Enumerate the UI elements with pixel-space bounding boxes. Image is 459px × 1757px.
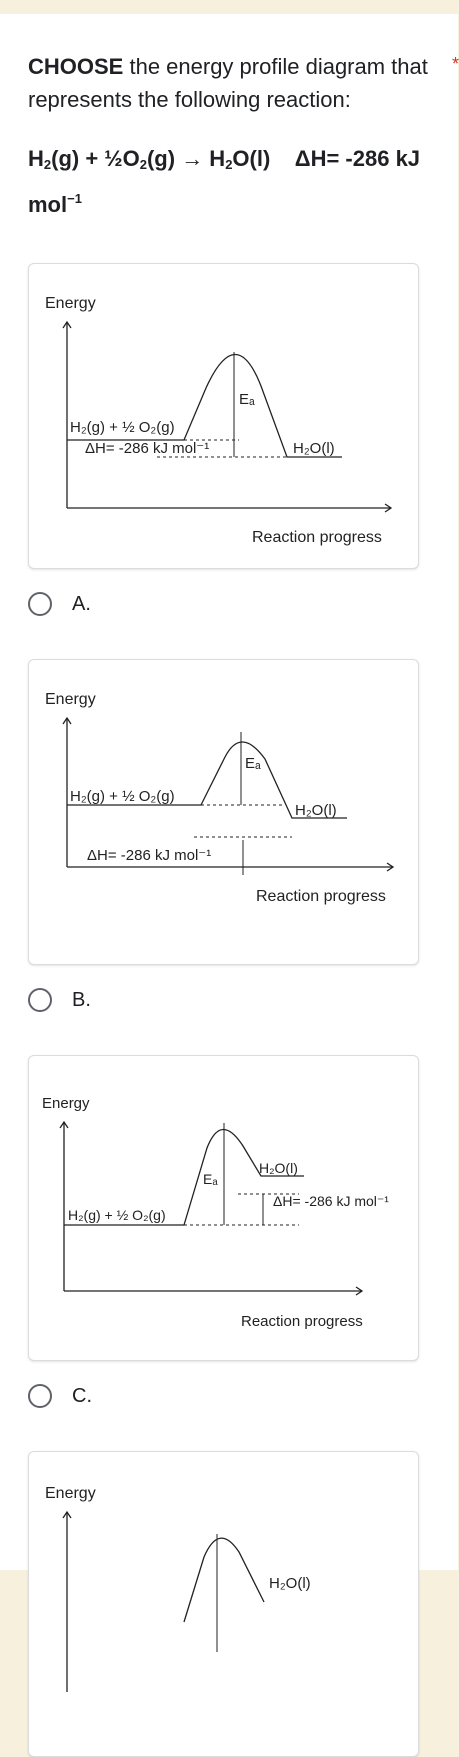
option-c[interactable]	[28, 1382, 92, 1410]
top-band	[0, 0, 458, 14]
progress-label: Reaction progress	[241, 1313, 363, 1330]
energy-label: Energy	[42, 1095, 90, 1112]
product-label: H₂O(l)	[269, 1575, 311, 1592]
diagram-card-c	[28, 1055, 419, 1361]
dh-label: ΔH= -286 kJ mol⁻¹	[273, 1193, 389, 1209]
diagram-card-d	[28, 1451, 419, 1757]
reactant-label: H₂(g) + ½ O₂(g)	[70, 419, 175, 436]
radio-unchecked-icon[interactable]	[28, 1384, 52, 1408]
ea-label: Eₐ	[239, 391, 255, 408]
energy-label: Energy	[45, 295, 96, 312]
energy-label: Energy	[45, 1485, 96, 1502]
diagram-card-b	[28, 659, 419, 965]
option-b[interactable]	[28, 986, 91, 1014]
option-a-label: A.	[72, 592, 91, 615]
option-b-label: B.	[72, 988, 91, 1011]
energy-label: Energy	[45, 691, 96, 708]
energy-curve	[184, 1538, 264, 1622]
required-mark: *	[452, 54, 459, 74]
radio-unchecked-icon[interactable]	[28, 592, 52, 616]
progress-label: Reaction progress	[256, 888, 386, 905]
reactant-label: H₂(g) + ½ O₂(g)	[70, 788, 175, 805]
reaction-formula: $H_2(g)$ + $\frac{1}{2}O_2(g) \to H_2O(l)$ ΔH= -286 kJ mol$^{-1}$	[28, 146, 421, 217]
radio-unchecked-icon[interactable]	[28, 988, 52, 1012]
dh-label: ΔH= -286 kJ mol⁻¹	[85, 440, 210, 457]
question-title-bold: CHOOSE	[28, 54, 124, 79]
energy-profile-diagram-d	[29, 1452, 418, 1756]
ea-label: Eₐ	[245, 755, 261, 772]
question-sheet	[0, 14, 459, 1592]
option-a[interactable]	[28, 590, 91, 618]
enthalpy-value: ΔH= -286 kJ mol	[28, 146, 421, 217]
question-title	[28, 50, 438, 116]
diagram-card-a	[28, 263, 419, 569]
energy-profile-diagram-b	[29, 660, 418, 964]
energy-profile-diagram-a	[29, 264, 418, 568]
product-label: H₂O(l)	[295, 802, 337, 819]
dh-label: ΔH= -286 kJ mol⁻¹	[87, 847, 212, 864]
ea-label: Eₐ	[203, 1171, 218, 1187]
option-c-label: C.	[72, 1384, 92, 1407]
progress-label: Reaction progress	[252, 529, 382, 546]
energy-profile-diagram-c	[29, 1056, 418, 1360]
product-label: H₂O(l)	[259, 1160, 298, 1176]
product-label: H₂O(l)	[293, 440, 335, 457]
reactant-label: H₂(g) + ½ O₂(g)	[68, 1207, 166, 1223]
question-title-rest: the energy profile diagram that represents the following reaction:	[28, 54, 428, 112]
